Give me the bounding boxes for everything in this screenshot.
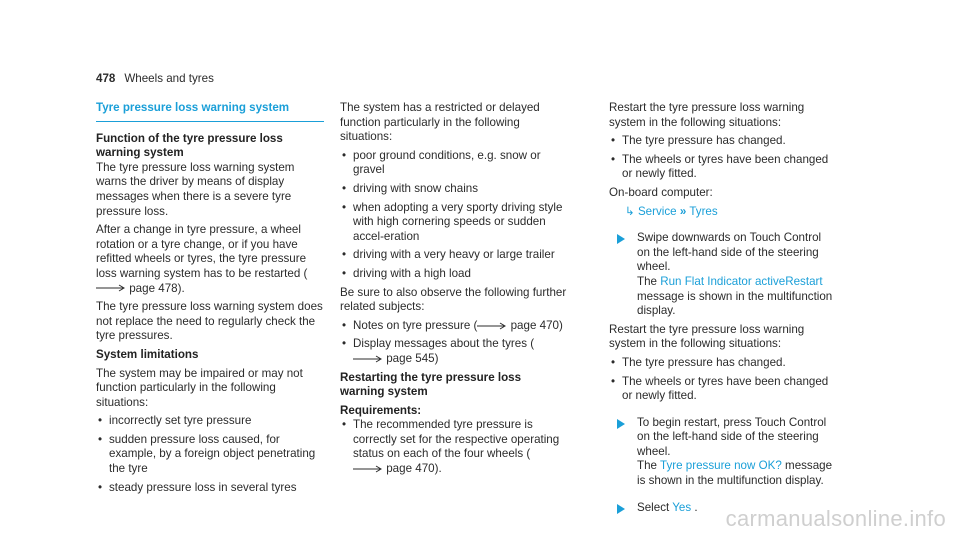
page-header <box>96 72 214 87</box>
page-reference-arrow-icon <box>353 355 383 363</box>
paragraph: Restart the tyre pressure loss warning system in the following situations: <box>609 101 805 129</box>
function-heading: Function of the tyre pressure loss warning system <box>96 131 283 160</box>
list-item: • The wheels or tyres have been changed or newly fitted. <box>609 153 837 182</box>
menu-item-tyres[interactable]: Tyres <box>689 204 718 218</box>
display-message: Run Flat Indicator activeRestart <box>660 274 823 288</box>
onboard-computer-label: On-board computer: <box>609 185 713 199</box>
list-item: • driving with a high load <box>340 267 568 282</box>
column-1 <box>96 101 324 495</box>
instruction-step: Select Yes . <box>609 501 837 516</box>
paragraph: Be sure to also observe the following further related subjects: <box>340 285 567 314</box>
list-item: • Display messages about the tyres ( page 545) <box>340 337 568 366</box>
column-3 <box>609 101 837 515</box>
list-item: • driving with snow chains <box>340 182 568 197</box>
list-item: • poor ground conditions, e.g. snow or gravel <box>340 149 568 178</box>
restart-heading: Restarting the tyre pressure loss warning system <box>340 370 522 399</box>
paragraph: After a change in tyre pressure, a wheel rotation or a tyre change, or if you have refitted wheels or tyres, the tyre pressure loss warning system has to be restarted ( page 478). <box>96 223 308 295</box>
page-reference-link[interactable]: page 545) <box>386 351 439 365</box>
page-reference-link[interactable]: page 470) <box>510 318 563 332</box>
list-item: • The tyre pressure has changed. <box>609 356 837 371</box>
instruction-step: To begin restart, press Touch Control on the left-hand side of the steering wheel. The Tyre pressure now OK? message is shown in the multifunction display. <box>609 416 837 489</box>
list-item: • sudden pressure loss caused, for example, by a foreign object penetrating the tyre <box>96 433 324 477</box>
paragraph: The tyre pressure loss warning system warns the driver by means of display messages when there is a severe tyre pressure loss. <box>96 160 295 218</box>
yes-option[interactable]: Yes <box>672 500 692 514</box>
page-reference-link[interactable]: page 470). <box>386 462 442 476</box>
instruction-step: Swipe downwards on Touch Control on the left-hand side of the steering wheel. The Run Flat Indicator activeRestart message is shown in the multifunction display. <box>609 231 837 319</box>
column-2 <box>340 101 568 477</box>
list-item: • The tyre pressure has changed. <box>609 134 837 149</box>
page-reference-arrow-icon <box>96 284 126 292</box>
list-item: • The wheels or tyres have been changed or newly fitted. <box>609 375 837 404</box>
list-item: • when adopting a very sporty driving style with high cornering speeds or sudden accel-eration <box>340 201 568 245</box>
list-item: • driving with a very heavy or large trailer <box>340 248 568 263</box>
page-reference-arrow-icon <box>353 465 383 473</box>
page-reference-link[interactable]: page 478). <box>129 281 185 295</box>
paragraph: The system may be impaired or may not function particularly in the following situations: <box>96 366 303 409</box>
paragraph: The system has a restricted or delayed function particularly in the following situations: <box>340 101 540 144</box>
step-arrow-icon <box>617 504 625 514</box>
list-item: • Notes on tyre pressure ( page 470) <box>340 319 568 334</box>
page-header-title: Wheels and tyres <box>124 72 214 85</box>
page-number: 478 <box>96 72 116 85</box>
step-arrow-icon <box>617 419 625 429</box>
menu-entry-arrow-icon: ↳ <box>625 204 635 218</box>
section-title: Tyre pressure loss warning system <box>96 101 324 122</box>
requirements-heading: Requirements: <box>340 403 422 417</box>
list-item: • incorrectly set tyre pressure <box>96 414 324 429</box>
menu-path <box>609 205 837 220</box>
paragraph: The tyre pressure loss warning system does not replace the need to regularly check the tyre pressures. <box>96 300 323 343</box>
step-arrow-icon <box>617 234 625 244</box>
system-limitations-heading: System limitations <box>96 347 199 361</box>
paragraph: Restart the tyre pressure loss warning system in the following situations: <box>609 322 805 351</box>
watermark: carmanualsonline.info <box>725 506 946 532</box>
list-item: • The recommended tyre pressure is correctly set for the respective operating status on each of the four wheels ( page 470). <box>340 418 568 476</box>
list-item: • steady pressure loss in several tyres <box>96 481 324 496</box>
page-reference-arrow-icon <box>477 322 507 330</box>
display-message: Tyre pressure now OK? <box>660 459 782 473</box>
double-chevron-right-icon: » <box>679 204 687 218</box>
menu-item-service[interactable]: Service <box>637 204 677 218</box>
